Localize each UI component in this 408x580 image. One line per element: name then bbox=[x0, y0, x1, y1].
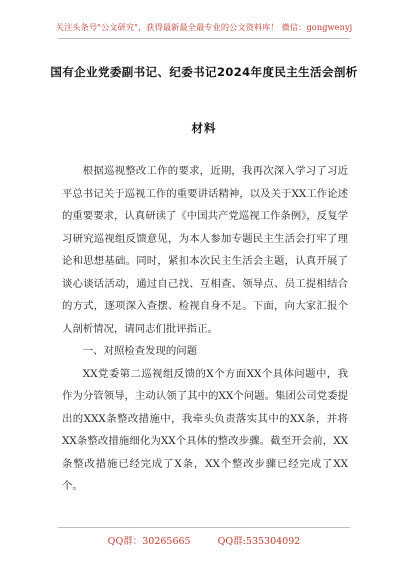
section-heading: 一、对照检查发现的问题 bbox=[82, 345, 198, 357]
footer-qq-group-right: QQ群:535304092 bbox=[217, 536, 301, 547]
footer-divider bbox=[58, 527, 350, 528]
body-paragraph: XX党委第二巡视组反馈的X个方面XX个具体问题中，我作为分管领导，主动认领了其中的XX个问题。集团公司党委提出的XXX条整改措施中，我牵头负责落实其中的XX条，并将XX条整改措施细化为XX个具体的整改步骤。截至开会前，XX条整改措施已经完成了X条，XX个整改步骤已经完成了XX个。 bbox=[62, 367, 348, 492]
body-paragraph: 根据巡视整改工作的要求，近期，我再次深入学习了习近平总书记关于巡视工作的重要讲话精神，以及关于XX工作论述的重要要求，认真研读了《中国共产党巡视工作条例》，反复学习研究巡视组反馈意见，为本人参加专题民主生活会打牢了理论和思想基础。同时，紧扣本次民主生活会主题，认真开展了谈心谈话活动，通过自己找、互相查、领导点、员工提相结合的方式，逐项深入查摆、检视自身不足。下面，向大家汇报个人剖析情况，请同志们批评指正。 bbox=[62, 165, 348, 335]
header-divider bbox=[58, 38, 350, 39]
document-body bbox=[62, 160, 348, 498]
document-title: 国有企业党委副书记、纪委书记2024年度民主生活会剖析 bbox=[50, 65, 358, 79]
footer bbox=[0, 533, 408, 547]
document-subtitle: 材料 bbox=[191, 121, 217, 135]
footer-qq-group-left: QQ群：30265665 bbox=[107, 536, 191, 547]
header-banner: 关注头条号"公文研究"，获得最新最全最专业的公文资料库！ 微信：gongwenyj bbox=[55, 22, 353, 32]
